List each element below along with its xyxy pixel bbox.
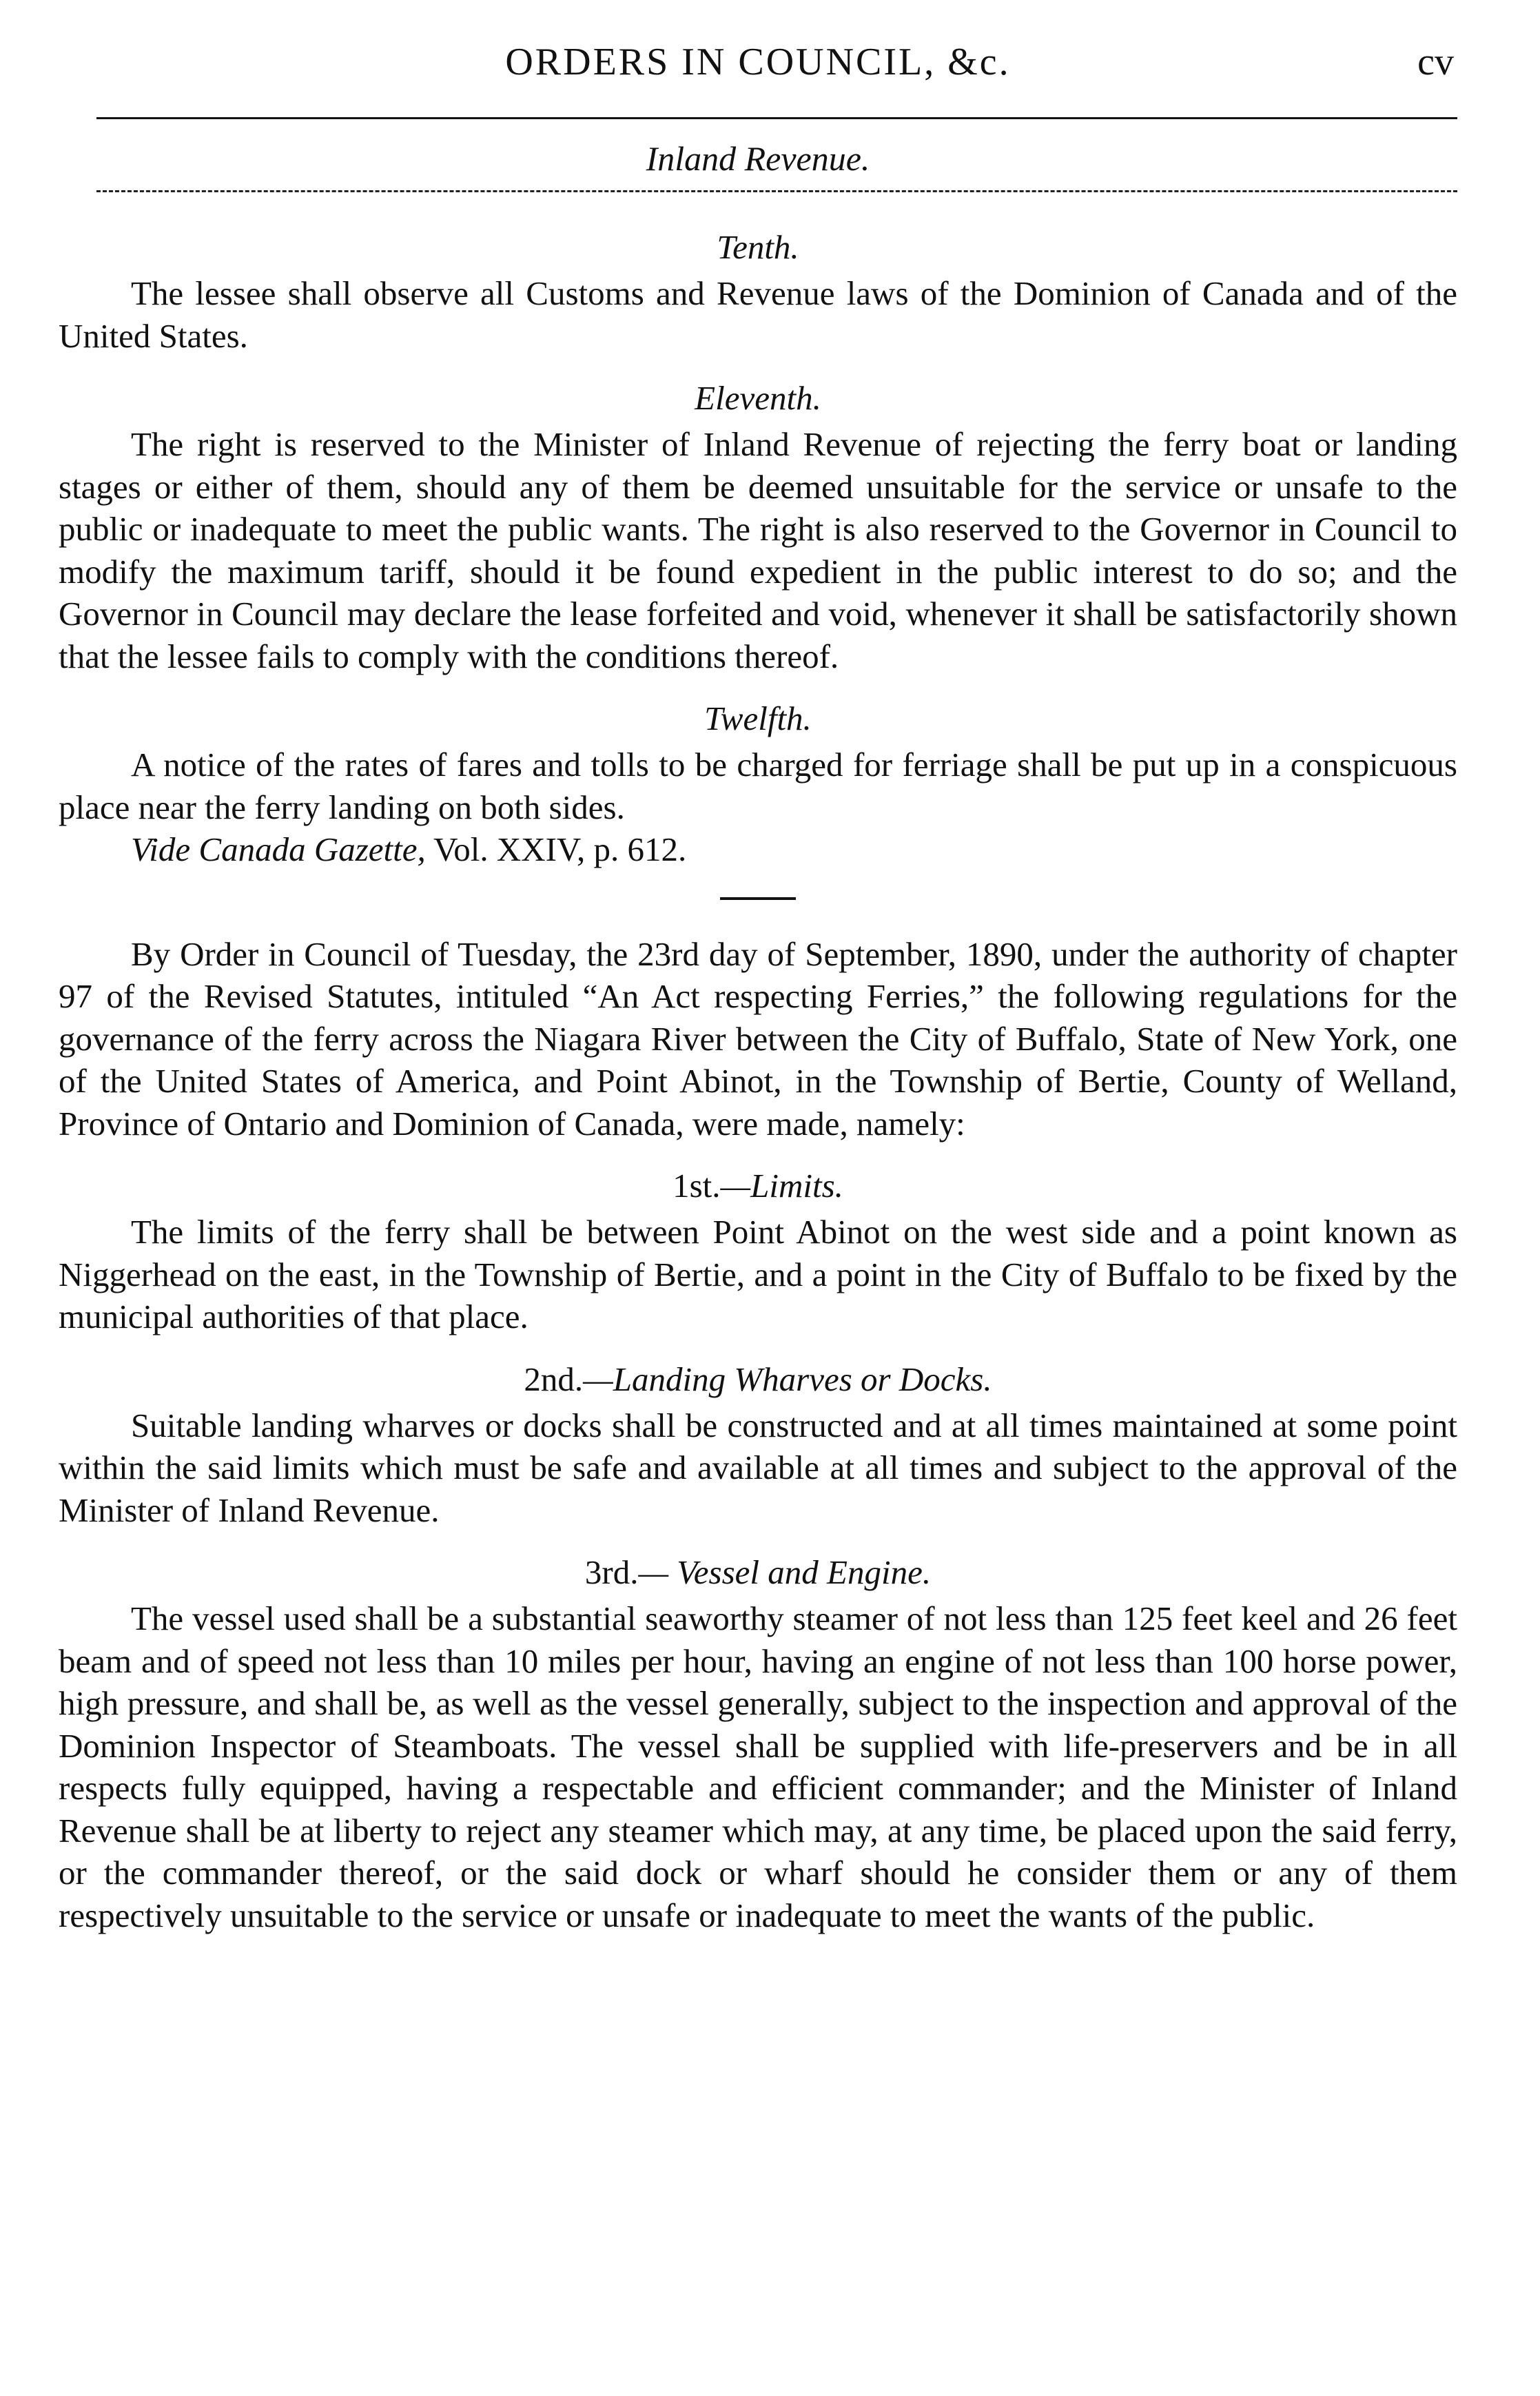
regulation-number: 3rd. [584, 1553, 639, 1591]
regulation-title: —Limits. [720, 1167, 843, 1205]
order-intro-text: By Order in Council of Tuesday, the 23rd day of September, 1890, under the authority of chapter 97 of the Revised Statutes, intituled “An Act respecting Ferries,” the following regulations for the governance of the ferry across the Niagara River between the City of Buffalo, State of New York, one of the United States of America, and Point Abinot, in the Township of Bertie, County of Welland, Province of Ontario and Dominion of Canada, were made, namely: [59, 934, 1457, 1143]
regulation-text-wharves: Suitable landing wharves or docks shall be constructed and at all times maintained at some point within the said limits which must be safe and available at all times and subject to the approval of the Minister of Inland Revenue. [59, 1406, 1457, 1529]
separator-rule [720, 897, 796, 900]
regulation-heading-vessel [59, 1552, 1457, 1593]
clause-text-twelfth: A notice of the rates of fares and tolls to be charged for ferriage shall be put up in a conspicuous place near the ferry landing on both sides. [59, 746, 1457, 826]
regulation-heading-wharves [59, 1359, 1457, 1400]
regulation-number: 1st. [673, 1167, 721, 1205]
running-title: ORDERS IN COUNCIL, &c. [505, 41, 1011, 83]
clause-text-tenth: The lessee shall observe all Customs and Revenue laws of the Dominion of Canada and of the United States. [59, 274, 1457, 355]
regulation-number: 2nd. [524, 1360, 584, 1398]
section-rule [96, 190, 1457, 192]
regulation-text-vessel: The vessel used shall be a substantial seaworthy steamer of not less than 125 feet keel and 26 feet beam and of speed not less than 10 miles per hour, having an engine of not less than 100 horse power, high pressure, and shall be, as well as the vessel generally, subject to the inspection and approval of the Dominion Inspector of Steamboats. The vessel shall be supplied with life-preservers and be in all respects fully equipped, having a respectable and efficient commander; and the Minister of Inland Revenue shall be at liberty to reject any steamer which may, at any time, be placed upon the said ferry, or the commander thereof, or the said dock or wharf should he consider them or any of them respectively unsuitable to the service or unsafe or inadequate to meet the wants of the public. [59, 1599, 1457, 1934]
clause-heading-twelfth: Twelfth. [704, 699, 812, 737]
header-rule [96, 117, 1457, 119]
regulation-text-limits: The limits of the ferry shall be between Point Abinot on the west side and a point known as Niggerhead on the east, in the Township of Bertie, and a point in the City of Buffalo to be fixed by the municipal authorities of that place. [59, 1213, 1457, 1335]
clause-heading-eleventh: Eleventh. [695, 379, 821, 417]
regulation-heading-limits [59, 1165, 1457, 1207]
clause-text-eleventh: The right is reserved to the Minister of Inland Revenue of rejecting the ferry boat or landing stages or either of them, should any of them be deemed unsuitable for the service or unsafe to the public or inadequate to meet the public wants. The right is also reserved to the Governor in Council to modify the maximum tariff, should it be found expedient in the public interest to do so; and the Governor in Council may declare the lease forfeited and void, whenever it shall be satisfactorily shown that the lessee fails to comply with the conditions thereof. [59, 425, 1457, 675]
section-heading: Inland Revenue. [646, 139, 870, 178]
regulation-title: —Landing Wharves or Docks. [583, 1360, 992, 1398]
regulation-title: — Vessel and Engine. [638, 1553, 932, 1591]
page-number: cv [1417, 41, 1454, 83]
document-page [59, 28, 1457, 2371]
gazette-reference-title: Vide Canada Gazette, [131, 830, 426, 868]
gazette-reference-volume: Vol. XXIV, p. 612. [425, 830, 687, 868]
running-head [59, 28, 1457, 90]
document-body [59, 224, 1457, 1936]
clause-heading-tenth: Tenth. [717, 228, 799, 266]
gazette-reference [131, 828, 1457, 871]
